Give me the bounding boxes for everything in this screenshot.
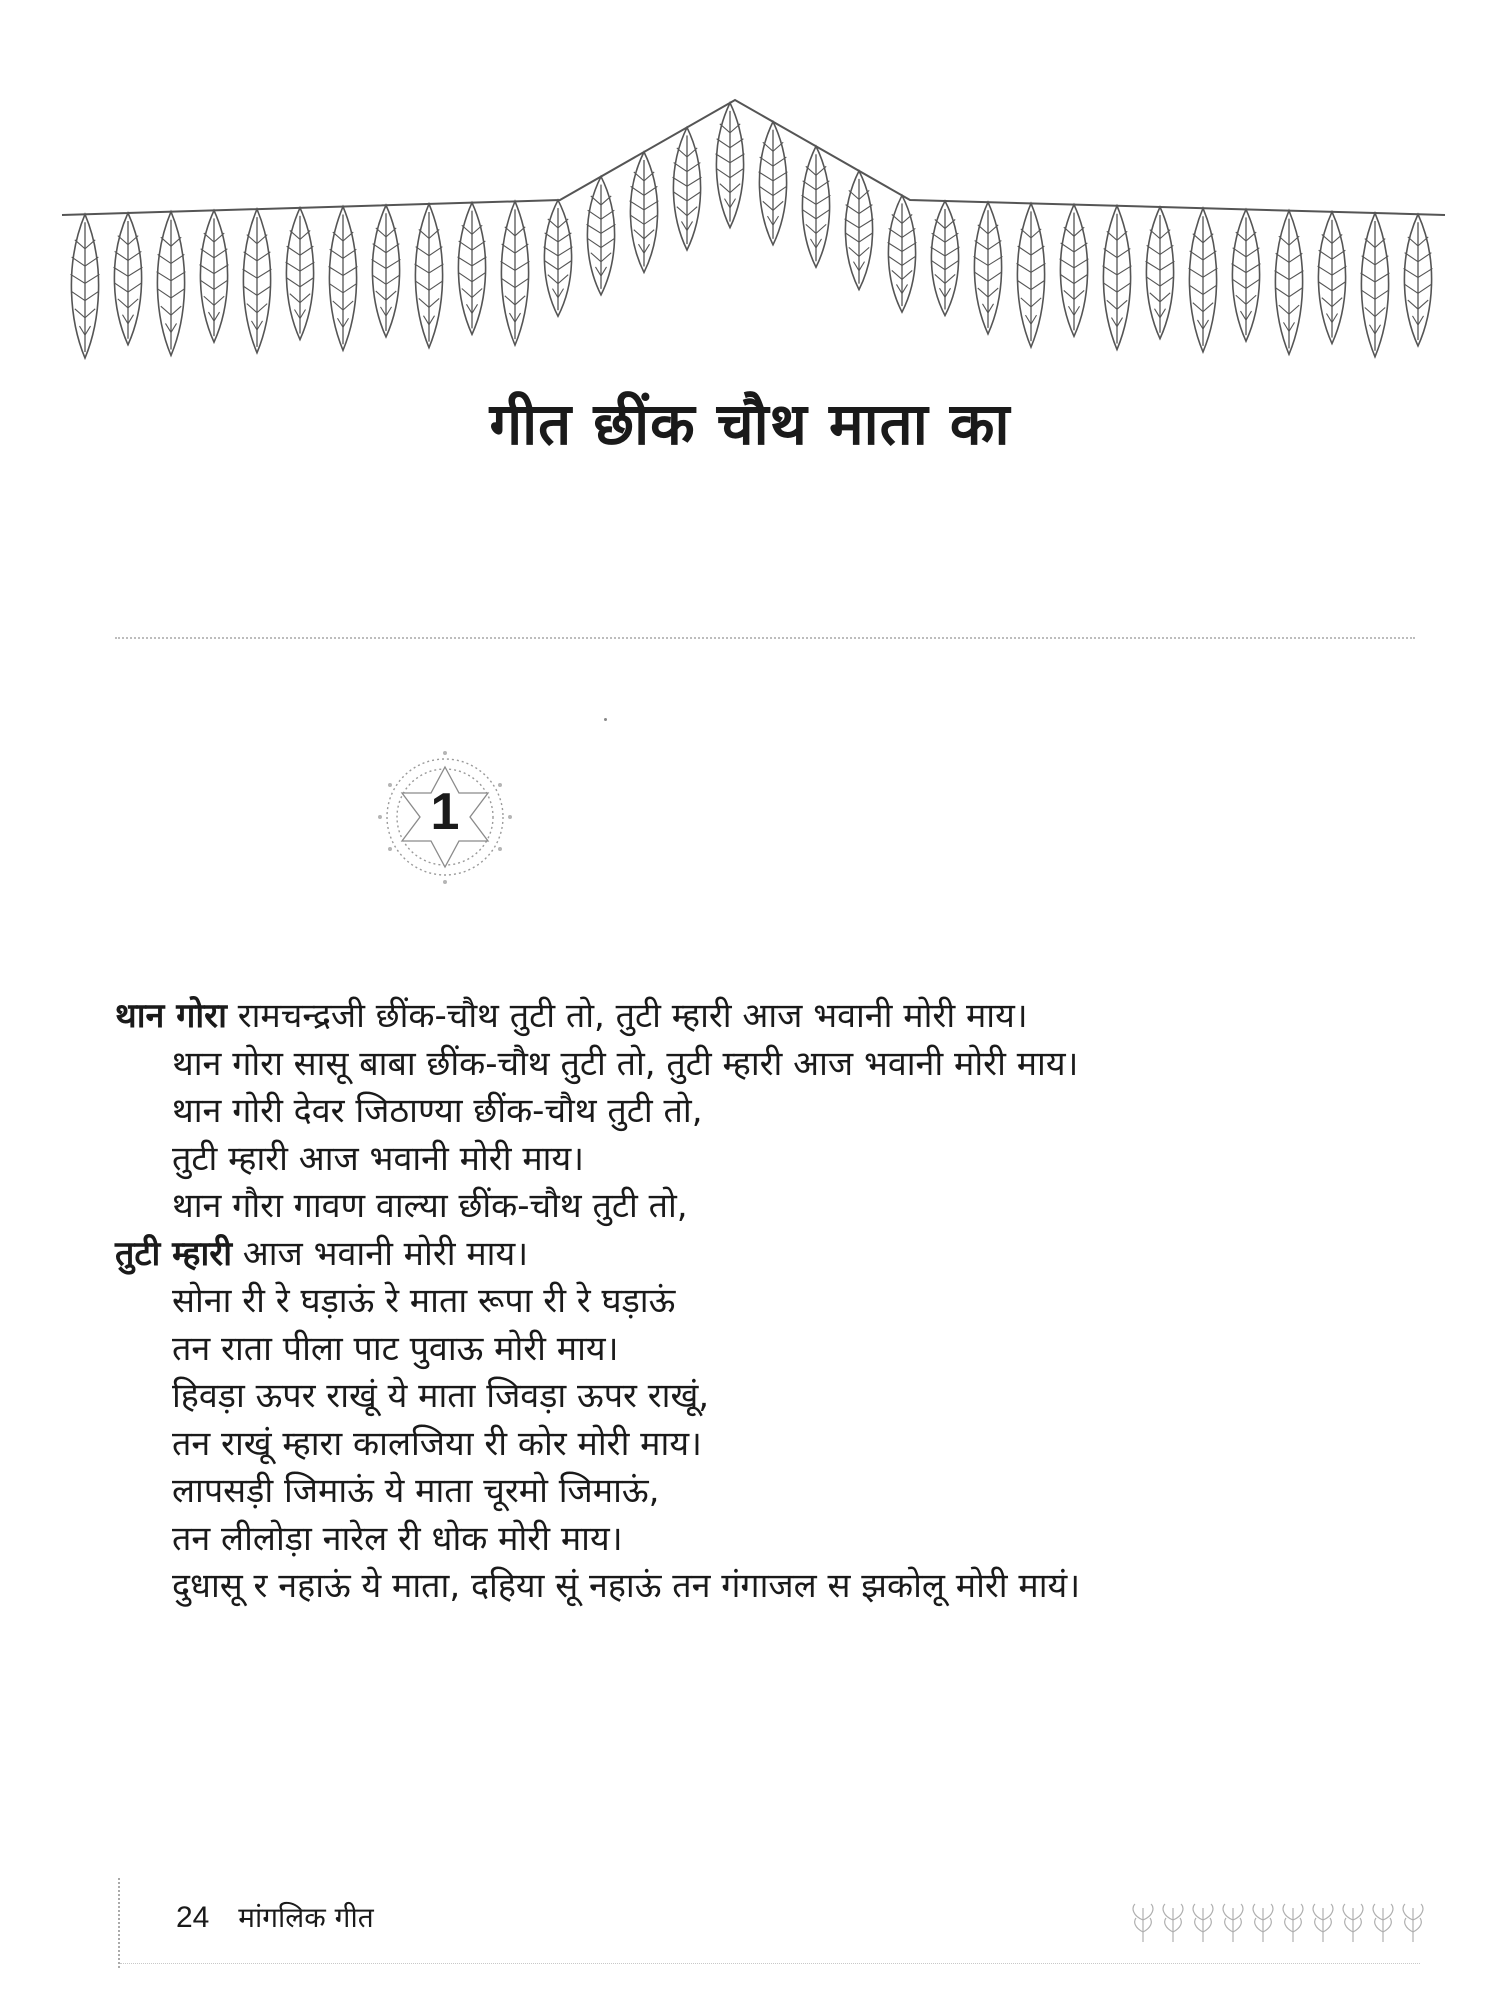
- poem-line-text: तन राखूं म्हारा कालजिया री कोर मोरी माय।: [172, 1423, 702, 1464]
- sprig-icon: [1283, 1904, 1303, 1942]
- leaf-icon: [845, 171, 874, 290]
- sprig-icon: [1373, 1904, 1393, 1942]
- leaf-icon: [372, 205, 401, 337]
- poem-line-text: तुटी म्हारी आज भवानी मोरी माय।: [172, 1138, 585, 1179]
- poem-line-emphasis: थान गोरा: [115, 996, 227, 1036]
- sprig-icon: [1343, 1904, 1363, 1942]
- leaf-icon: [759, 122, 788, 245]
- sprig-icon: [1223, 1904, 1243, 1942]
- floral-border-icon: [1128, 1898, 1428, 1946]
- sprig-icon: [1313, 1904, 1333, 1942]
- sprig-icon: [1253, 1904, 1273, 1942]
- section-divider: [115, 637, 1415, 639]
- poem-line: [115, 1088, 1415, 1136]
- leaf-icon: [1404, 214, 1433, 346]
- leaf-icon: [1361, 213, 1390, 357]
- poem-line-text: दुधासू र नहाऊं ये माता, दहिया सूं नहाऊं तन गंगाजल स झकोलू मोरी मायं।: [172, 1566, 1081, 1606]
- poem-line-text: रामचन्द्रजी छींक-चौथ तुटी तो, तुटी म्हारी आज भवानी मोरी माय।: [226, 996, 1028, 1036]
- leaf-icon: [931, 201, 960, 316]
- poem-line-text: हिवड़ा ऊपर राखूं ये माता जिवड़ा ऊपर राखूं,: [172, 1376, 710, 1416]
- poem-line: [115, 1183, 1415, 1231]
- leaf-icon: [587, 177, 616, 295]
- leaf-garland-icon: [0, 0, 1500, 380]
- poem-line: [115, 1278, 1415, 1326]
- leaf-icon: [1189, 208, 1218, 352]
- poem-line: [115, 1563, 1415, 1611]
- ink-speck: [604, 718, 607, 721]
- leaf-icon: [114, 213, 143, 345]
- poem-line: [115, 1326, 1415, 1374]
- poem-line-text: लापसड़ी जिमाऊं ये माता चूरमो जिमाऊं,: [172, 1471, 660, 1511]
- leaf-icon: [630, 152, 659, 272]
- leaf-icon: [415, 204, 444, 348]
- footer-divider-vertical: [118, 1878, 121, 1968]
- book-title: मांगलिक गीत: [238, 1901, 374, 1934]
- leaf-icon: [501, 201, 530, 345]
- poem-line-text: सोना री रे घड़ाऊं रे माता रूपा री रे घड़ाऊं: [172, 1281, 676, 1321]
- leaf-icon: [1146, 207, 1175, 339]
- page-number: 24: [176, 1901, 210, 1934]
- sprig-icon: [1163, 1904, 1183, 1942]
- leaf-icon: [200, 210, 229, 342]
- poem-line-text: तन लीलोड़ा नारेल री धोक मोरी माय।: [172, 1518, 623, 1559]
- footer-divider: [120, 1963, 1420, 1964]
- song-number: 1: [430, 783, 460, 841]
- poem-line: [115, 1041, 1415, 1089]
- poem-line: [115, 1373, 1415, 1421]
- poem-line-text: तन राता पीला पाट पुवाऊ मोरी माय।: [172, 1328, 619, 1369]
- leaf-icon: [1318, 212, 1347, 344]
- leaf-icon: [974, 202, 1003, 334]
- leaf-icon: [1017, 203, 1046, 347]
- poem-line: [115, 1231, 1415, 1279]
- poem-line: [115, 1468, 1415, 1516]
- leaf-icon: [888, 195, 917, 312]
- sprig-icon: [1193, 1904, 1213, 1942]
- page-footer: [176, 1898, 374, 1936]
- sprig-icon: [1133, 1904, 1153, 1942]
- poem-line-text: आज भवानी मोरी माय।: [232, 1233, 529, 1274]
- poem-line-text: थान गोरी देवर जिठाण्या छींक-चौथ तुटी तो,: [172, 1091, 703, 1131]
- leaf-icon: [329, 207, 358, 351]
- leaf-icon: [1060, 205, 1089, 337]
- sprig-icon: [1403, 1904, 1423, 1942]
- leaf-icon: [71, 214, 100, 358]
- poem-line-text: थान गोरा सासू बाबा छींक-चौथ तुटी तो, तुटी म्हारी आज भवानी मोरी माय।: [172, 1043, 1079, 1084]
- leaf-icon: [458, 203, 487, 335]
- poem-line: [115, 993, 1415, 1041]
- leaf-icon: [1103, 206, 1132, 350]
- leaf-icon: [673, 127, 702, 250]
- poem-line-emphasis: तुटी म्हारी: [115, 1233, 232, 1274]
- leaf-icon: [1275, 211, 1304, 355]
- leaf-icon: [243, 209, 272, 353]
- leaf-icon: [716, 103, 745, 228]
- poem-line: [115, 1516, 1415, 1564]
- poem-line-text: थान गौरा गावण वाल्या छींक-चौथ तुटी तो,: [172, 1186, 688, 1226]
- poem-line: [115, 1136, 1415, 1184]
- page-title: गीत छींक चौथ माता का: [489, 390, 1011, 458]
- leaf-icon: [286, 208, 315, 340]
- leaf-icon: [544, 200, 573, 316]
- leaf-icon: [802, 146, 831, 267]
- leaf-icon: [157, 212, 186, 356]
- poem-line: [115, 1421, 1415, 1469]
- leaf-icon: [1232, 209, 1261, 341]
- poem-body: [115, 993, 1415, 1611]
